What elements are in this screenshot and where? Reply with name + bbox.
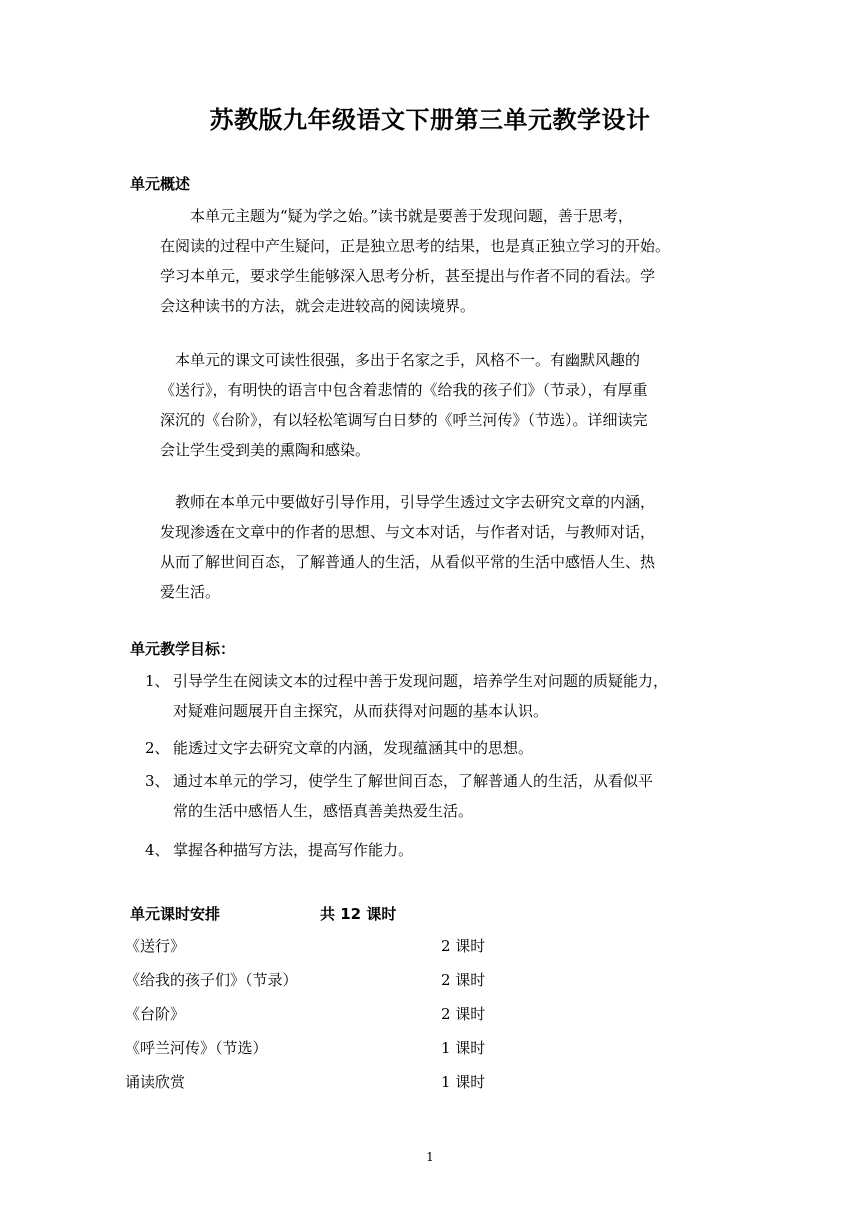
lesson-hours: 2 课时 — [441, 1005, 486, 1023]
goal-text: 能透过文字去研究文章的内涵，发现蕴涵其中的思想。 — [173, 739, 534, 757]
goal-text: 对疑难问题展开自主探究，从而获得对问题的基本认识。 — [173, 702, 549, 720]
text-line: 从而了解世间百态，了解普通人的生活，从看似平常的生活中感悟人生、热 — [160, 553, 656, 571]
goal-item-2 — [145, 733, 735, 763]
lesson-hours: 2 课时 — [441, 971, 486, 989]
goal-item-4 — [145, 835, 735, 865]
page-number: 1 — [426, 1150, 434, 1164]
text-line: 会让学生受到美的熏陶和感染。 — [160, 441, 371, 459]
lesson-hours: 1 课时 — [441, 1073, 486, 1091]
lesson-name: 《呼兰河传》（节选） — [125, 1039, 268, 1057]
text-line: 会这种读书的方法，就会走进较高的阅读境界。 — [160, 297, 476, 315]
goal-item-1 — [145, 666, 735, 726]
goal-text: 常的生活中感悟人生，感悟真善美热爱生活。 — [173, 802, 474, 820]
lesson-name: 《送行》 — [125, 937, 186, 955]
goal-text: 引导学生在阅读文本的过程中善于发现问题，培养学生对问题的质疑能力， — [173, 672, 669, 690]
lesson-name: 诵读欣赏 — [125, 1073, 186, 1091]
text-line: 在阅读的过程中产生疑问，正是独立思考的结果，也是真正独立学习的开始。 — [160, 237, 671, 255]
document-title: 苏教版九年级语文下册第三单元教学设计 — [209, 106, 651, 134]
text-line: 本单元的课文可读性很强，多出于名家之手，风格不一。有幽默风趣的 — [160, 351, 641, 369]
text-line: 爱生活。 — [160, 583, 221, 601]
lesson-name: 《给我的孩子们》（节录） — [125, 971, 298, 989]
goal-number: 1、 — [145, 672, 170, 690]
text-line: 本单元主题为“疑为学之始。”读书就是要善于发现问题，善于思考， — [160, 207, 633, 225]
lesson-name: 《台阶》 — [125, 1005, 186, 1023]
lesson-hours: 1 课时 — [441, 1039, 486, 1057]
text-line: 《送行》，有明快的语言中包含着悲情的《给我的孩子们》（节录），有厚重 — [160, 381, 648, 399]
goals-heading: 单元教学目标： — [130, 640, 236, 658]
goal-item-3 — [145, 766, 735, 826]
overview-paragraph-3 — [160, 487, 732, 607]
text-line: 教师在本单元中要做好引导作用，引导学生透过文字去研究文章的内涵， — [160, 493, 656, 511]
overview-paragraph-2 — [160, 345, 732, 465]
goal-number: 3、 — [145, 772, 170, 790]
goal-text: 掌握各种描写方法，提高写作能力。 — [173, 841, 414, 859]
goal-number: 2、 — [145, 739, 170, 757]
schedule-total: 共 12 课时 — [320, 905, 397, 923]
text-line: 深沉的《台阶》，有以轻松笔调写白日梦的《呼兰河传》（节选）。详细读完 — [160, 411, 648, 429]
schedule-heading: 单元课时安排 — [130, 905, 221, 923]
overview-heading: 单元概述 — [130, 175, 191, 193]
lesson-hours: 2 课时 — [441, 937, 486, 955]
text-line: 学习本单元，要求学生能够深入思考分析，甚至提出与作者不同的看法。学 — [160, 267, 656, 285]
overview-paragraph-1 — [160, 201, 732, 321]
text-line: 发现渗透在文章中的作者的思想、与文本对话，与作者对话，与教师对话， — [160, 523, 656, 541]
goal-number: 4、 — [145, 841, 170, 859]
goal-text: 通过本单元的学习，使学生了解世间百态，了解普通人的生活，从看似平 — [173, 772, 654, 790]
